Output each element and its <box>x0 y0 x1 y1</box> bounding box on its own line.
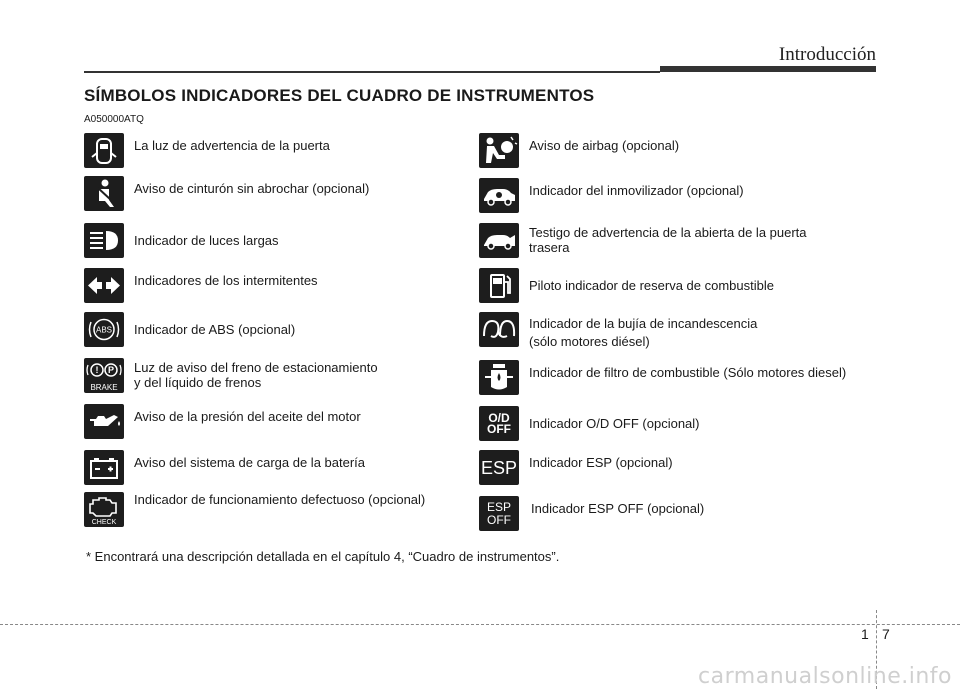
fuel-filter-icon <box>479 360 519 395</box>
item-label-line2: y del líquido de frenos <box>134 375 262 390</box>
fuel-icon <box>479 268 519 303</box>
item-label: Piloto indicador de reserva de combustible <box>529 278 774 293</box>
high-beam-icon <box>84 223 124 258</box>
list-item <box>84 133 330 168</box>
esp-icon-text: ESP <box>480 457 518 478</box>
item-label <box>529 315 757 351</box>
item-label: La luz de advertencia de la puerta <box>134 138 330 153</box>
list-item <box>479 496 704 531</box>
list-item <box>479 312 757 351</box>
airbag-icon <box>479 133 519 168</box>
door-open-icon <box>84 133 124 168</box>
check-engine-icon-text: CHECK <box>91 519 117 526</box>
item-label-line1: Testigo de advertencia de la abierta de la puerta <box>529 225 807 240</box>
item-label: Indicador de filtro de combustible (Sólo motores diesel) <box>529 365 847 380</box>
esp-icon <box>479 450 519 485</box>
item-label: Indicador ESP OFF (opcional) <box>531 501 705 516</box>
brake-icon-text: BRAKE <box>90 383 118 392</box>
glow-plug-icon <box>479 312 519 347</box>
header-rule-thick <box>660 66 876 72</box>
item-label-line1: Indicador de la bujía de incandescencia <box>529 316 758 331</box>
od-off-icon <box>479 406 519 441</box>
item-label <box>134 360 378 390</box>
brake-icon <box>84 358 124 393</box>
list-item <box>479 133 679 168</box>
svg-text:P: P <box>107 365 115 375</box>
item-label: Indicador del inmovilizador (opcional) <box>529 183 744 198</box>
page-divider <box>0 624 960 625</box>
od-off-icon-line1: O/D <box>488 410 510 425</box>
abs-icon <box>84 312 124 347</box>
section-code: A050000ATQ <box>84 114 144 125</box>
item-label: Indicadores de los intermitentes <box>134 273 318 288</box>
list-item <box>479 450 673 485</box>
item-label: Aviso del sistema de carga de la batería <box>134 455 366 470</box>
item-label: Indicador de luces largas <box>134 233 279 248</box>
svg-text:!: ! <box>95 365 99 375</box>
item-label: Indicador ESP (opcional) <box>529 455 673 470</box>
list-item <box>479 223 807 258</box>
list-item <box>479 268 774 303</box>
seatbelt-icon <box>84 176 124 211</box>
chapter-number: 1 <box>861 626 869 642</box>
header-title: Introducción <box>778 44 876 65</box>
list-item <box>84 223 279 258</box>
oil-pressure-icon <box>84 404 124 439</box>
esp-off-icon-line1: ESP <box>486 499 511 514</box>
list-item <box>84 268 318 303</box>
list-item <box>479 178 744 213</box>
item-label: Indicador de ABS (opcional) <box>134 322 296 337</box>
header-rule-thin <box>84 71 660 73</box>
esp-off-icon <box>479 496 519 531</box>
list-item <box>84 358 378 393</box>
immobilizer-icon <box>479 178 519 213</box>
trunk-open-icon <box>479 223 519 258</box>
footnote: * Encontrará una descripción detallada en el capítulo 4, “Cuadro de instrumentos”. <box>86 549 560 564</box>
list-item <box>84 450 365 485</box>
item-label-line2: (sólo motores diésel) <box>529 334 650 349</box>
battery-icon <box>84 450 124 485</box>
item-label: Aviso de cinturón sin abrochar (opcional) <box>134 181 370 196</box>
item-label-line1: Luz de aviso del freno de estacionamiento <box>134 360 378 375</box>
od-off-icon-line2: OFF <box>487 421 511 436</box>
list-item <box>84 404 361 439</box>
check-engine-icon <box>84 492 124 527</box>
esp-off-icon-line2: OFF <box>486 512 511 527</box>
item-label-line2: trasera <box>529 240 570 255</box>
item-label: Aviso de la presión del aceite del motor <box>134 409 361 424</box>
section-title: SÍMBOLOS INDICADORES DEL CUADRO DE INSTRUMENTOS <box>84 86 595 105</box>
watermark: carmanualsonline.info <box>698 664 952 689</box>
abs-icon-text: ABS <box>95 325 113 335</box>
item-label <box>529 225 807 255</box>
list-item <box>479 360 846 395</box>
turn-signal-icon <box>84 268 124 303</box>
list-item <box>84 312 295 347</box>
item-label: Indicador O/D OFF (opcional) <box>529 416 700 431</box>
list-item <box>84 492 425 527</box>
list-item <box>84 176 369 211</box>
item-label: Indicador de funcionamiento defectuoso (opcional) <box>134 492 426 507</box>
page-number: 7 <box>882 626 890 642</box>
item-label: Aviso de airbag (opcional) <box>529 138 680 153</box>
list-item <box>479 406 700 441</box>
